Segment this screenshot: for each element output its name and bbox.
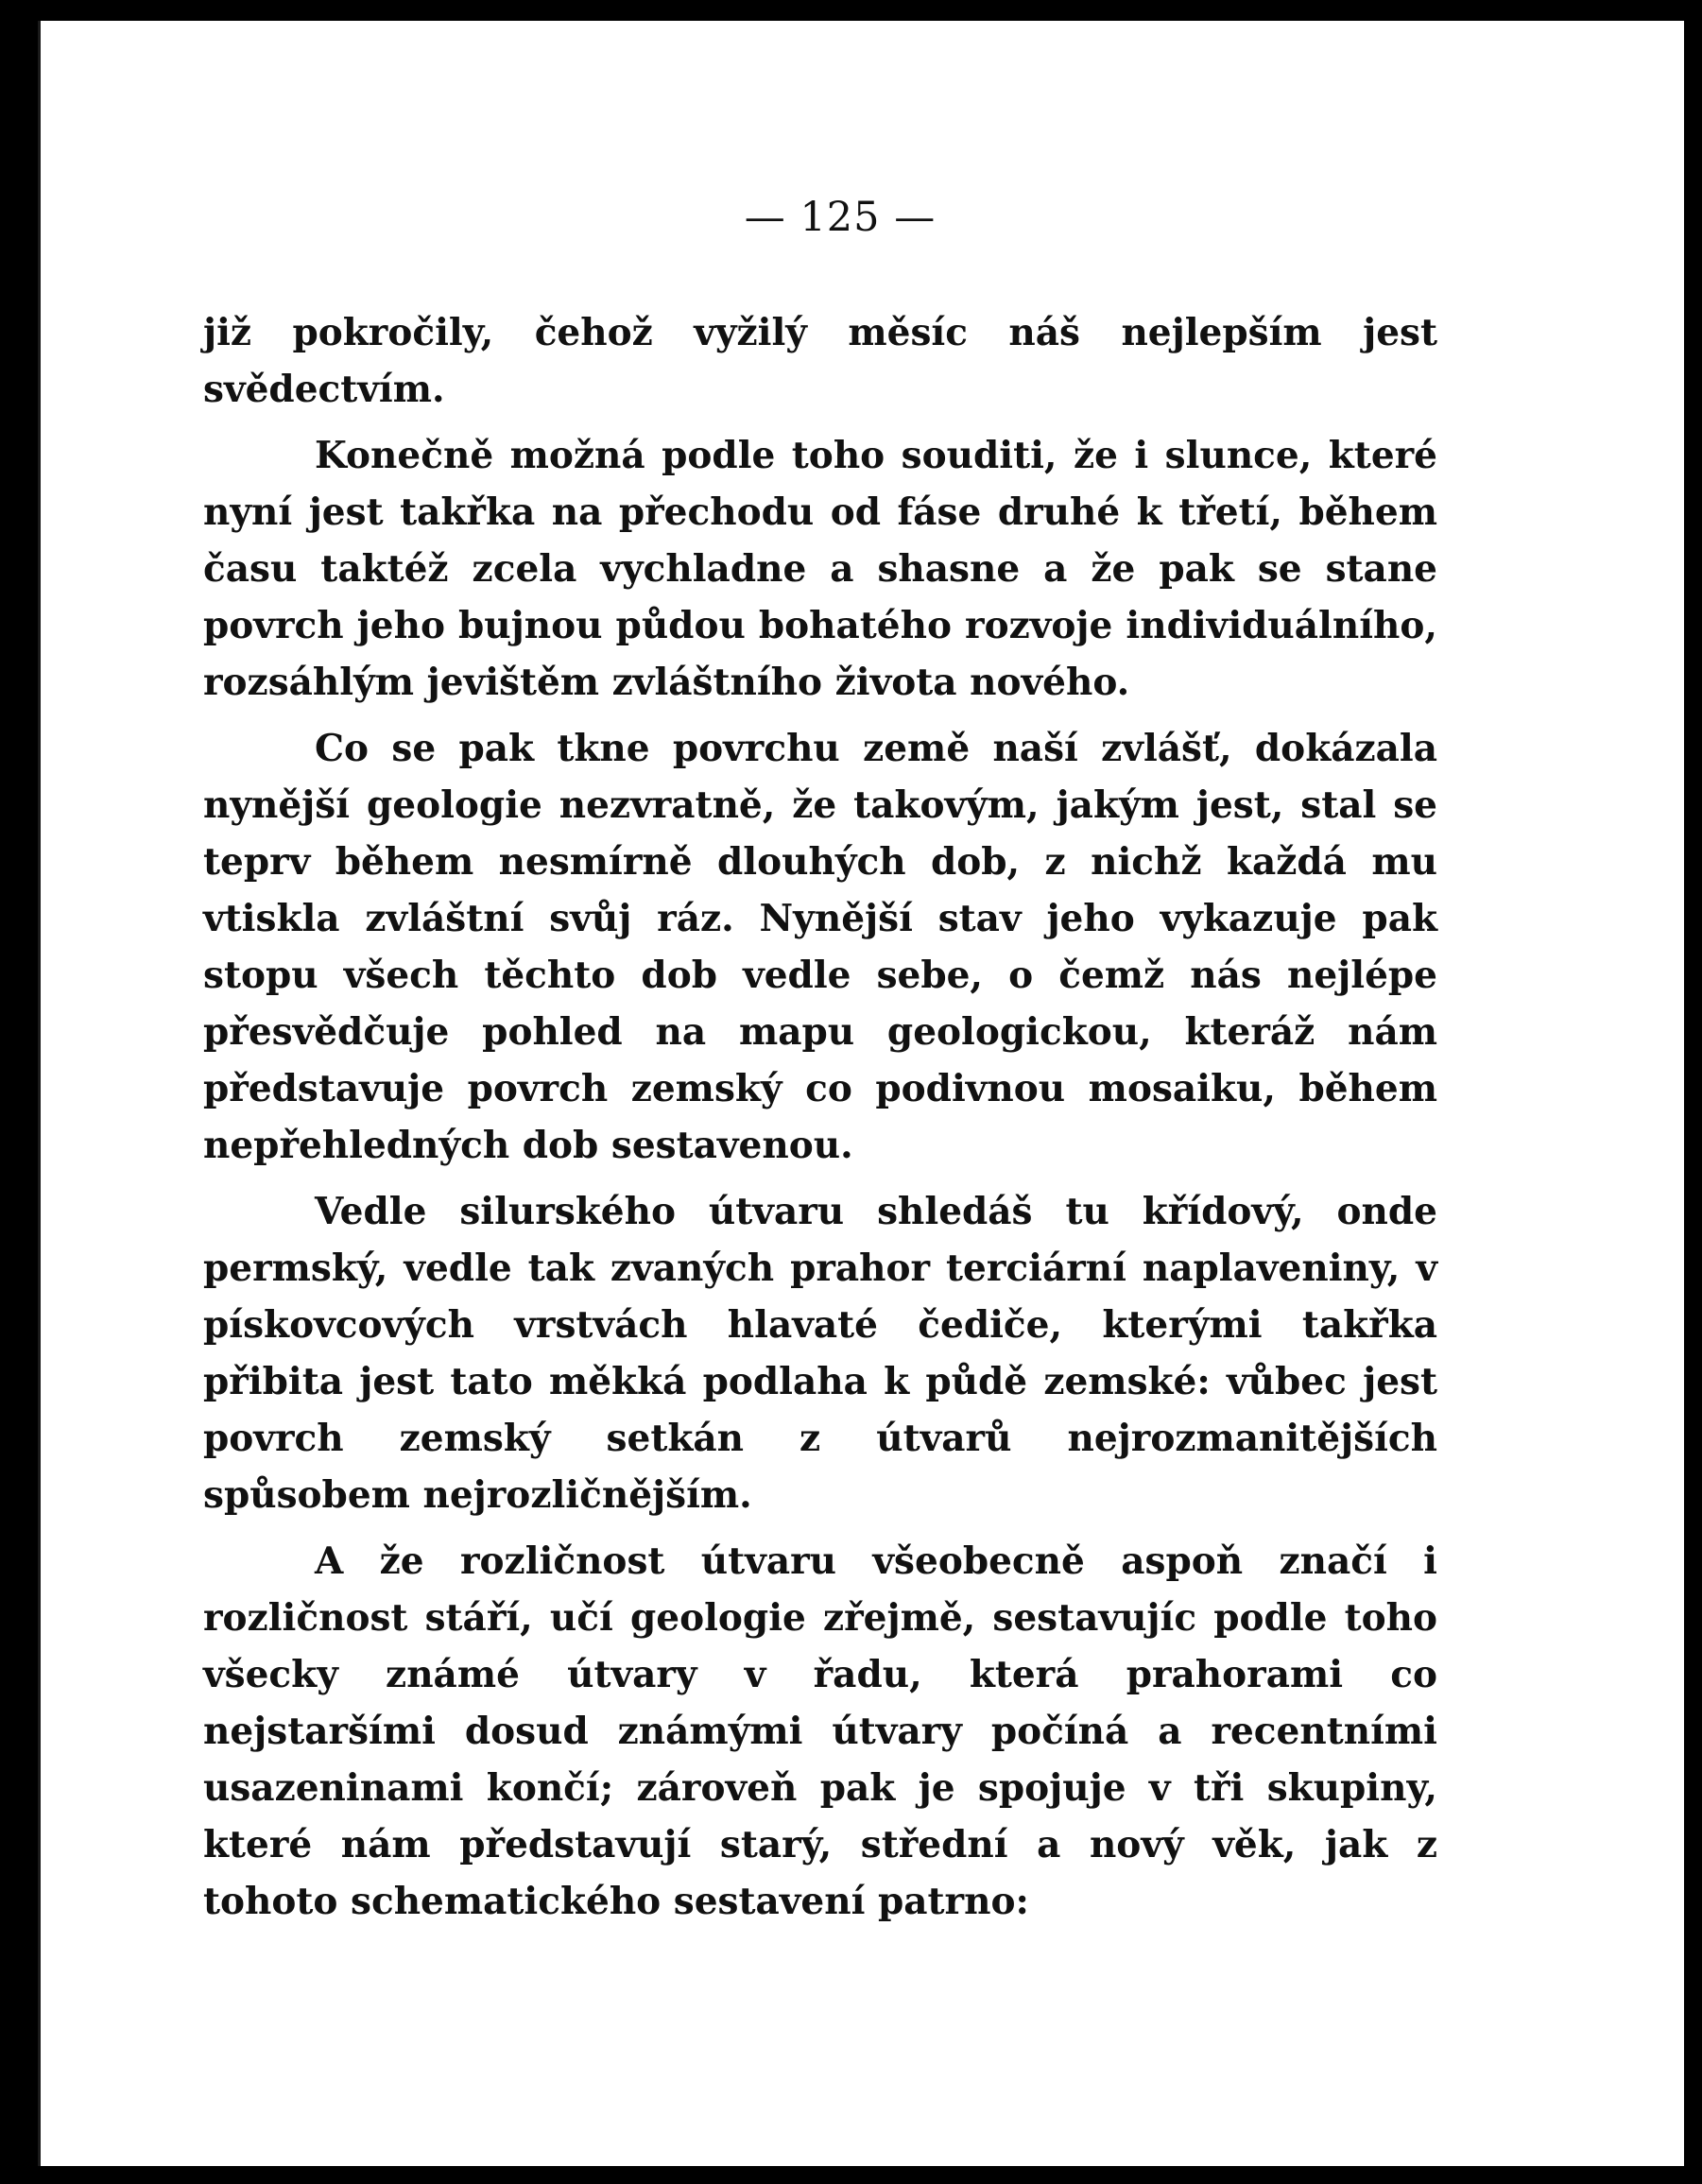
- book-page: [38, 21, 1684, 2166]
- page-number: — 125 —: [744, 194, 937, 241]
- paragraph-3: Co se pak tkne povrchu země naší zvlášť, dokázala nynější geologie nezvratně, že takovým, jakým jest, stal se teprv během nesmírně dlouhých dob, z nichž každá mu vtiskla zvláštní svůj ráz. Nynější stav jeho vykazuje pak stopu všech těchto dob vedle sebe, o čemž nás nejlépe přesvědčuje pohled na mapu geologickou, kteráž nám představuje povrch zemský co podivnou mosaiku, během nepřehledných dob sestavenou.: [203, 727, 1437, 1167]
- page-body: [203, 304, 1437, 1939]
- paragraph-4: Vedle silurského útvaru shledáš tu křídový, onde permský, vedle tak zvaných prahor terciární naplaveniny, v pískovcových vrstvách hlavaté čediče, kterými takřka přibita jest tato měkká podlaha k půdě zemské: vůbec jest povrch zemský setkán z útvarů nejrozmanitějších spůsobem nejrozličnějším.: [203, 1190, 1437, 1517]
- paragraph-2: Konečně možná podle toho souditi, že i slunce, které nyní jest takřka na přechodu od fáse druhé k třetí, během času taktéž zcela vychladne a shasne a že pak se stane povrch jeho bujnou půdou bohatého rozvoje individuálního, rozsáhlým jevištěm zvláštního života nového.: [203, 434, 1437, 704]
- book-binding-edge: [0, 0, 38, 2184]
- paragraph-5: A že rozličnost útvaru všeobecně aspoň značí i rozličnost stáří, učí geologie zřejmě, sestavujíc podle toho všecky známé útvary v řadu, která prahorami co nejstaršími dosud známými útvary počíná a recentními usazeninami končí; zároveň pak je spojuje v tři skupiny, které nám představují starý, střední a nový věk, jak z tohoto schematického sestavení patrno:: [203, 1539, 1437, 1923]
- paragraph-1: již pokročily, čehož vyžilý měsíc náš nejlepším jest svědectvím.: [203, 311, 1437, 411]
